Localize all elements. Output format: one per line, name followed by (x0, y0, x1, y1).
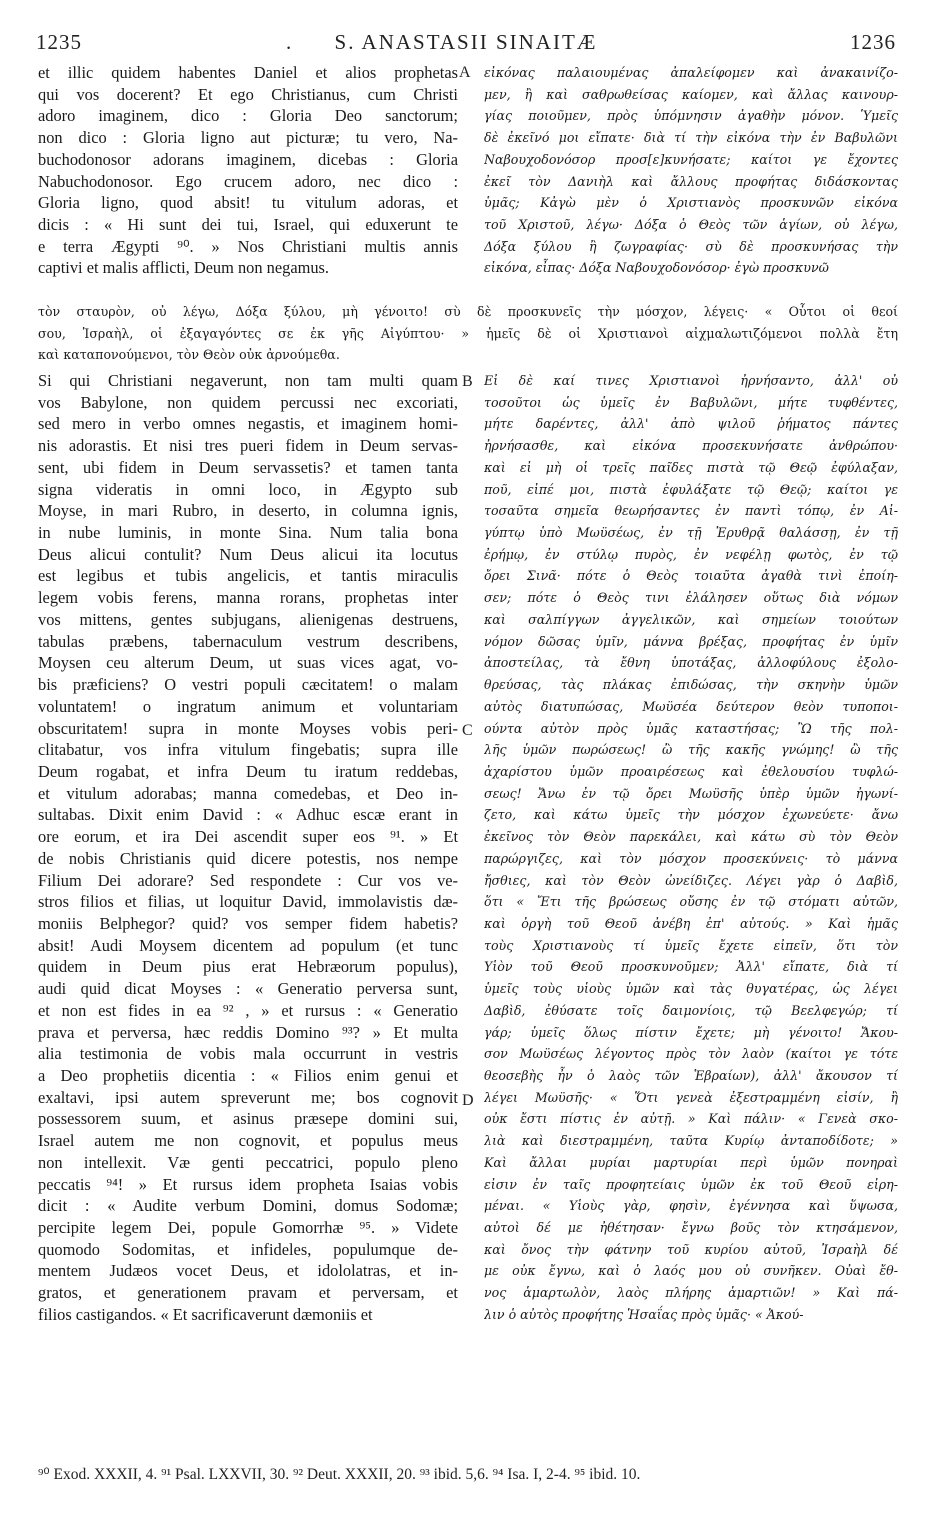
text-line: voluntatem! o ingratum animum et voluntariam (38, 696, 458, 716)
text-line: Δόξα ξύλου ἢ ζωγραφίας· σὺ δὲ προσκυνήσας τὴν (484, 238, 898, 254)
text-line: quomodo Sodomitas, et infideles, populumque de- (38, 1239, 458, 1259)
text-line: αὐτὸς διατυπώσας, Μωϋσέα δεύτερον θεὸν τυποποι- (484, 698, 898, 714)
text-line: Moysen ceu alterum Deum, ut suas vices agat, vo- (38, 653, 458, 673)
text-line: clitabatur, vos infra vitulum fingebatis; supra ille (38, 740, 458, 760)
text-line: absit! Audi Moysem dicentem ad populum (et tunc (38, 935, 458, 955)
text-line: λιὰ καὶ διεστραμμένη, ταῦτα Κυρίῳ ἀνταποδίδοτε; » (484, 1133, 898, 1149)
text-line: ὑμᾶς; Κἀγὼ μὲν ὁ Χριστιανὸς προσκυνῶν εἰκόνα (484, 195, 898, 211)
text-line: sed mero in verbo omnes negastis, et imaginem homi- (38, 414, 458, 434)
text-line: Deum rogabat, et infra Deum tu iratum reddebas, (38, 761, 458, 781)
text-line: Υἱὸν τοῦ Θεοῦ προσκυνοῦμεν; Ἀλλ' εἴπατε, διὰ τί (484, 959, 898, 975)
page-header (36, 30, 896, 60)
margin-marker-b: B (462, 373, 473, 390)
margin-marker-c: C (462, 722, 473, 739)
text-line: Ναβουχοδονόσορ προσ[ε]κυνήσατε; καίτοι γε ἔχοντες (484, 151, 898, 167)
text-line: ὑμεῖς τοὺς υἱοὺς ὑμῶν καὶ τὰς θυγατέρας, ὡς λέγει (484, 981, 898, 997)
text-line: captivi et malis afflicti, Deum non negamus. (38, 258, 330, 278)
text-line: sultabas. Dixit enim David : « Adhuc escæ erant in (38, 805, 458, 825)
text-line: καὶ σαλπίγγων ἀγγελικῶν, καὶ σημείων τοιούτων (484, 611, 898, 627)
text-line: et vitulum adorabas; manna comedebas, et Deo in- (38, 783, 458, 803)
text-line: vos mittens, gentes subjugans, alienigenas destruens, (38, 609, 458, 629)
text-line: Δαβὶδ, ἐθύσατε τοῖς δαιμονίοις, τῷ Βεελφεγώρ; τί (484, 1002, 898, 1018)
text-line: possessorem suum, et asinus præsepe domini sui, (38, 1109, 458, 1129)
text-line: sent, ubi fidem in Deum servassetis? et tamen tanta (38, 457, 458, 477)
text-line: δὲ ἐκεῖνό μοι εἴπατε· διὰ τί τὴν εἰκόνα τὴν ἐν Βαβυλῶνι (484, 130, 898, 146)
text-line: stros filios et filias, ut loquitur David, immolavistis dæ- (38, 892, 458, 912)
text-line: εἰκόνας παλαιουμένας ἀπαλείφομεν καὶ ἀνακαινίζο- (484, 65, 898, 80)
text-line: Καὶ ἄλλαι μυρίαι μαρτυρίαι περὶ ὑμῶν πονηραὶ (484, 1154, 898, 1170)
latin-column-main (38, 370, 458, 1326)
text-line: τὸν σταυρὸν, οὐ λέγω, Δόξα ξύλου, μὴ γένοιτο! σὺ δὲ προσκυνεῖς τὴν μόσχον, λέγεις· « Οὗτοι οἱ θεοί (38, 304, 898, 319)
text-line: qui vos docerent? Et ego Christianus, cum Christi (38, 84, 458, 104)
text-line: legem vobis ferens, manna rorans, prophetas inter (38, 588, 458, 608)
text-line: e terra Ægypti ⁹⁰. » Nos Christiani multis annis (38, 236, 458, 256)
text-line: Israel autem me non cognovit, et populus meus (38, 1131, 458, 1151)
text-line: non dico : Gloria ligno aut picturæ; tu vero, Na- (38, 128, 458, 148)
text-line: γύπτῳ ὑπὸ Μωϋσέως, ἐν τῇ Ἐρυθρᾷ θαλάσσῃ, ἐν τῇ (484, 525, 898, 541)
text-line: λέγει Μωϋσῆς· « Ὅτι γενεὰ ἐξεστραμμένη εἰσίν, ἢ (484, 1089, 898, 1105)
text-line: vos Babylone, non quidem percussi nec excoriati, (38, 392, 458, 412)
text-line: signa videratis in omni loco, in Ægypto sub (38, 479, 458, 499)
text-line: audi quid dicat Moyses : « Generatio perversa sunt, (38, 979, 458, 999)
text-line: moniis Belphegor? quid? vos semper fidem habetis? (38, 913, 458, 933)
text-line: λιν ὁ αὐτὸς προφήτης Ἡσαΐας πρὸς ὑμᾶς· « Ἀκού- (484, 1306, 804, 1322)
greek-column-top (484, 62, 898, 279)
text-line: καὶ ὄνος τὴν φάτνην τοῦ κυρίου αὐτοῦ, Ἰσραὴλ δέ (484, 1241, 898, 1257)
text-line: dicit : « Audite verbum Domini, domus Sodomæ; (38, 1196, 458, 1216)
text-line: παρώργιζες, καὶ τὸν μόσχον προσεκύνεις· τὸ μάννα (484, 850, 898, 866)
latin-column-top (38, 62, 458, 279)
greek-spanning-paragraph (38, 301, 898, 366)
text-line: quidem in Deum pius erat Hebræorum populus), (38, 957, 458, 977)
text-line: μεν, ἢ καὶ σαθρωθείσας καίομεν, καὶ ἄλλας καινουρ- (484, 86, 898, 102)
text-line: εἰκόνα, εἶπας· Δόξα Ναβουχοδονόσορ· ἐγὼ προσκυνῶ (484, 260, 829, 276)
greek-column-main (484, 370, 898, 1326)
text-line: ἤσθιες, καὶ τὸν Θεὸν ὠνείδιζες. Λέγει γὰρ ὁ Δαβὶδ, (484, 872, 898, 888)
text-line: νος ἁμαρτωλὸν, λαὸς πλήρης ἁμαρτιῶν! » Καὶ πά- (484, 1285, 898, 1301)
text-line: τοὺς Χριστιανοὺς τί ὑμεῖς ἔχετε εἰπεῖν, ὅτι τὸν (484, 937, 898, 953)
text-line: filios castigandos. « Et sacrificaverunt dæmoniis et (38, 1304, 373, 1324)
text-line: σου, Ἰσραὴλ, οἱ ἐξαγαγόντες σε ἐκ γῆς Αἰγύπτου· » ἡμεῖς δὲ οἱ Χριστιανοὶ αἰχμαλωτιζόμενοι πολλὰ ἔτη (38, 325, 898, 341)
text-line: non intellexit. Væ genti peccatrici, populo pleno (38, 1152, 458, 1172)
margin-marker-a: A (459, 64, 471, 81)
text-line: est legibus et tubis angelicis, et tantis miraculis (38, 566, 458, 586)
text-line: λῆς ὑμῶν πωρώσεως! ὢ τῆς κακῆς γνώμης! ὢ τῆς (484, 742, 898, 758)
text-line: buchodonosor adorans imaginem, dicebas : Gloria (38, 149, 458, 169)
text-line: μήτε δαρέντες, ἀλλ' ἀπὸ ψιλοῦ ῥήματος πάντες (484, 416, 898, 432)
text-line: tabulas præbens, tabernaculum vestrum describens, (38, 631, 458, 651)
text-line: gratos, et generationem pravam et perversam, et (38, 1283, 458, 1303)
text-line: ἐρήμῳ, ἐν στύλῳ πυρὸς, ἐν νεφέλῃ φωτὸς, ἐν τῷ (484, 546, 898, 562)
text-line: καὶ ὀργὴ τοῦ Θεοῦ ἀνέβη ἐπ' αὐτούς. » Καὶ ἡμᾶς (484, 915, 898, 931)
text-line: in nube luminis, in monte Sina. Num talia bona (38, 523, 458, 543)
text-line: peccatis ⁹⁴! » Et rursus idem propheta Isaias vobis (38, 1174, 458, 1194)
text-line: ἀχαρίστου ὑμῶν προαιρέσεως καὶ ἐθελουσίου τυφλώ- (484, 763, 898, 779)
text-line: τοσαῦτα σημεῖα θεωρήσαντες ἐν παντὶ τόπῳ, ἐν Αἰ- (484, 503, 898, 519)
text-line: γίας ποιοῦμεν, πρὸς ὑπόμνησιν ἀγαθὴν μόνον. Ὑμεῖς (484, 108, 898, 124)
text-line: αὐτοὶ δέ με ἠθέτησαν· ἔγνω βοῦς τὸν κτησάμενον, (484, 1220, 898, 1236)
text-line: percipite legem Dei, popule Gomorrhæ ⁹⁵. » Videte (38, 1218, 458, 1238)
text-line: ὄρει Σινᾶ· πότε ὁ Θεὸς τοιαῦτα ἀγαθὰ τινὶ ἐποίη- (484, 568, 898, 584)
page-number-left: 1235 (36, 30, 82, 54)
text-line: ὅτι « Ἔτι τῆς βρώσεως οὔσης ἐν τῷ στόματι αὐτῶν, (484, 894, 898, 910)
text-line: τοῦ Χριστοῦ, λέγω· Δόξα ὁ Θεὸς τῶν ἁγίων, οὐ λέγω, (484, 217, 898, 233)
text-line: et non est fides in ea ⁹² , » et rursus : « Generatio (38, 1000, 458, 1020)
text-line: alia testimonia de vobis mala occurrunt in vestris (38, 1044, 458, 1064)
header-separator: . (286, 30, 293, 54)
text-line: Filium Dei adorare? Sed respondete : Cur vos ve- (38, 870, 458, 890)
running-title: S. ANASTASII SINAITÆ (334, 30, 598, 54)
text-line: σεως! Ἄνω ἐν τῷ ὄρει Μωϋσῆς ὑπὲρ ὑμῶν ἠγωνί- (484, 785, 898, 801)
text-line: τοσοῦτοι ὡς ὑμεῖς ἐν Βαβυλῶνι, μήτε τυφθέντες, (484, 394, 898, 410)
text-line: οὐκ ἔστι πίστις ἐν αὐτῇ. » Καὶ πάλιν· « Γενεὰ σκο- (484, 1111, 898, 1127)
text-line: Deus alicui contulit? Num Deus alicui ita locutus (38, 544, 458, 564)
text-line: Nabuchodonosor. Ego crucem adoro, nec dico : (38, 171, 458, 191)
text-line: nis adorastis. Et nisi tres pueri fidem in Deum servas- (38, 436, 458, 456)
text-line: Εἰ δὲ καί τινες Χριστιανοὶ ἠρνήσαντο, ἀλλ' οὐ (484, 373, 898, 388)
text-line: ούντα αὐτὸν πρὸς ὑμᾶς καταστήσας; Ὢ τῆς πολ- (484, 720, 898, 736)
text-line: Si qui Christiani negaverunt, non tam multi quam (38, 371, 458, 390)
text-line: καὶ εἰ μὴ οἱ τρεῖς παῖδες πιστὰ τῷ Θεῷ ἐφύλαξαν, (484, 459, 898, 475)
text-line: bis præficiens? O vestri populi cæcitatem! o malam (38, 675, 458, 695)
text-line: ἠρνήσασθε, καὶ εἰκόνα προσεκυνήσατε ἀνθρώπου· (484, 438, 898, 454)
text-line: καὶ καταπονούμενοι, τὸν Θεὸν οὐκ ἀρνούμεθα. (38, 347, 340, 363)
text-line: mentem Judæos vocet Deus, et idololatras, et in- (38, 1261, 458, 1281)
text-line: ζετο, καὶ κάτω ὑμεῖς τὴν μόσχον ἐχωνεύετε· ἄνω (484, 807, 898, 823)
text-line: prava et perversa, hæc reddis Domino ⁹³? » Et multa (38, 1022, 458, 1042)
text-line: a Deo prophetiis dicentia : « Filios enim genui et (38, 1066, 458, 1085)
text-line: σεν; πότε ὁ Θεὸς τινι ἐλάλησεν οὕτως διὰ νόμων (484, 590, 898, 606)
text-line: de nobis Christianis quid dicere potestis, nos nempe (38, 848, 458, 868)
text-line: dicis : « Hi sunt dei tui, Israel, qui eduxerunt te (38, 215, 458, 235)
text-line: Gloria ligno, quod absit! tu vitulum adoras, et (38, 193, 458, 213)
text-line: ἐκεῖνος τὸν Θεὸν παρεκάλει, καὶ κάτω σὺ τὸν Θεὸν (484, 829, 898, 845)
text-line: exaltavi, ipsi autem spreverunt me; bos cognovit (38, 1087, 458, 1107)
text-line: adoro imaginem, dico : Gloria Deo sanctorum; (38, 106, 458, 126)
text-line: σον Μωϋσέως λέγοντος πρὸς τὸν λαὸν (καίτοι γε τότε (484, 1046, 898, 1062)
footnotes: ⁹⁰ Exod. XXXII, 4. ⁹¹ Psal. LXXVII, 30. ⁹² Deut. XXXII, 20. ⁹³ ibid. 5,6. ⁹⁴ Isa. I, 2-4. ⁹⁵ ibid. 10. (38, 1466, 641, 1483)
text-line: ἐκεῖ τὸν Δανιὴλ καὶ ἄλλους προφήτας διδάσκοντας (484, 173, 898, 189)
text-line: ore eorum, et ira Dei ascendit super eos ⁹¹. » Et (38, 827, 458, 847)
text-line: εἰσιν ἐν ταῖς προφητείαις ὑμῶν ἐκ τοῦ Θεοῦ εἰρη- (484, 1176, 898, 1192)
margin-marker-d: D (462, 1092, 474, 1109)
text-line: με οὐκ ἔγνω, καὶ ὁ λαός μου οὐ συνῆκεν. Οὐαὶ ἔθ- (484, 1263, 898, 1279)
text-line: θρεύσας, τὰς πλάκας ἐπιδώσας, τὴν σκηνὴν ὑμῶν (484, 677, 898, 693)
text-line: Moyse, in mari Rubro, in deserto, in columna ignis, (38, 501, 458, 521)
text-line: γάρ; ὑμεῖς ὅλως πίστιν ἔχετε; μὴ γένοιτο! Ἄκου- (484, 1024, 898, 1040)
text-line: νόμον δῶσας ὑμῖν, μάννα βρέξας, προφήτας ἐν ὑμῖν (484, 633, 898, 649)
text-line: μέναι. « Υἱοὺς γὰρ, φησὶν, ἐγέννησα καὶ ὕψωσα, (484, 1198, 898, 1214)
text-line: ποῦ, εἰπέ μοι, πιστὰ ἐφυλάξατε τῷ Θεῷ; καίτοι γε (484, 481, 898, 497)
page-number-right: 1236 (850, 30, 896, 54)
text-line: obscuritatem! supra in monte Moyses vobis peri- (38, 718, 458, 738)
text-line: et illic quidem habentes Daniel et alios prophetas (38, 63, 458, 82)
text-line: θεοσεβὴς ἦν ὁ λαὸς τῶν Ἑβραίων), ἀλλ' ἄκουσον τί (484, 1068, 898, 1083)
text-line: ἀποστείλας, τὰ ἔθνη ὑποτάξας, ἀλλοφύλους ἐξολο- (484, 655, 898, 671)
